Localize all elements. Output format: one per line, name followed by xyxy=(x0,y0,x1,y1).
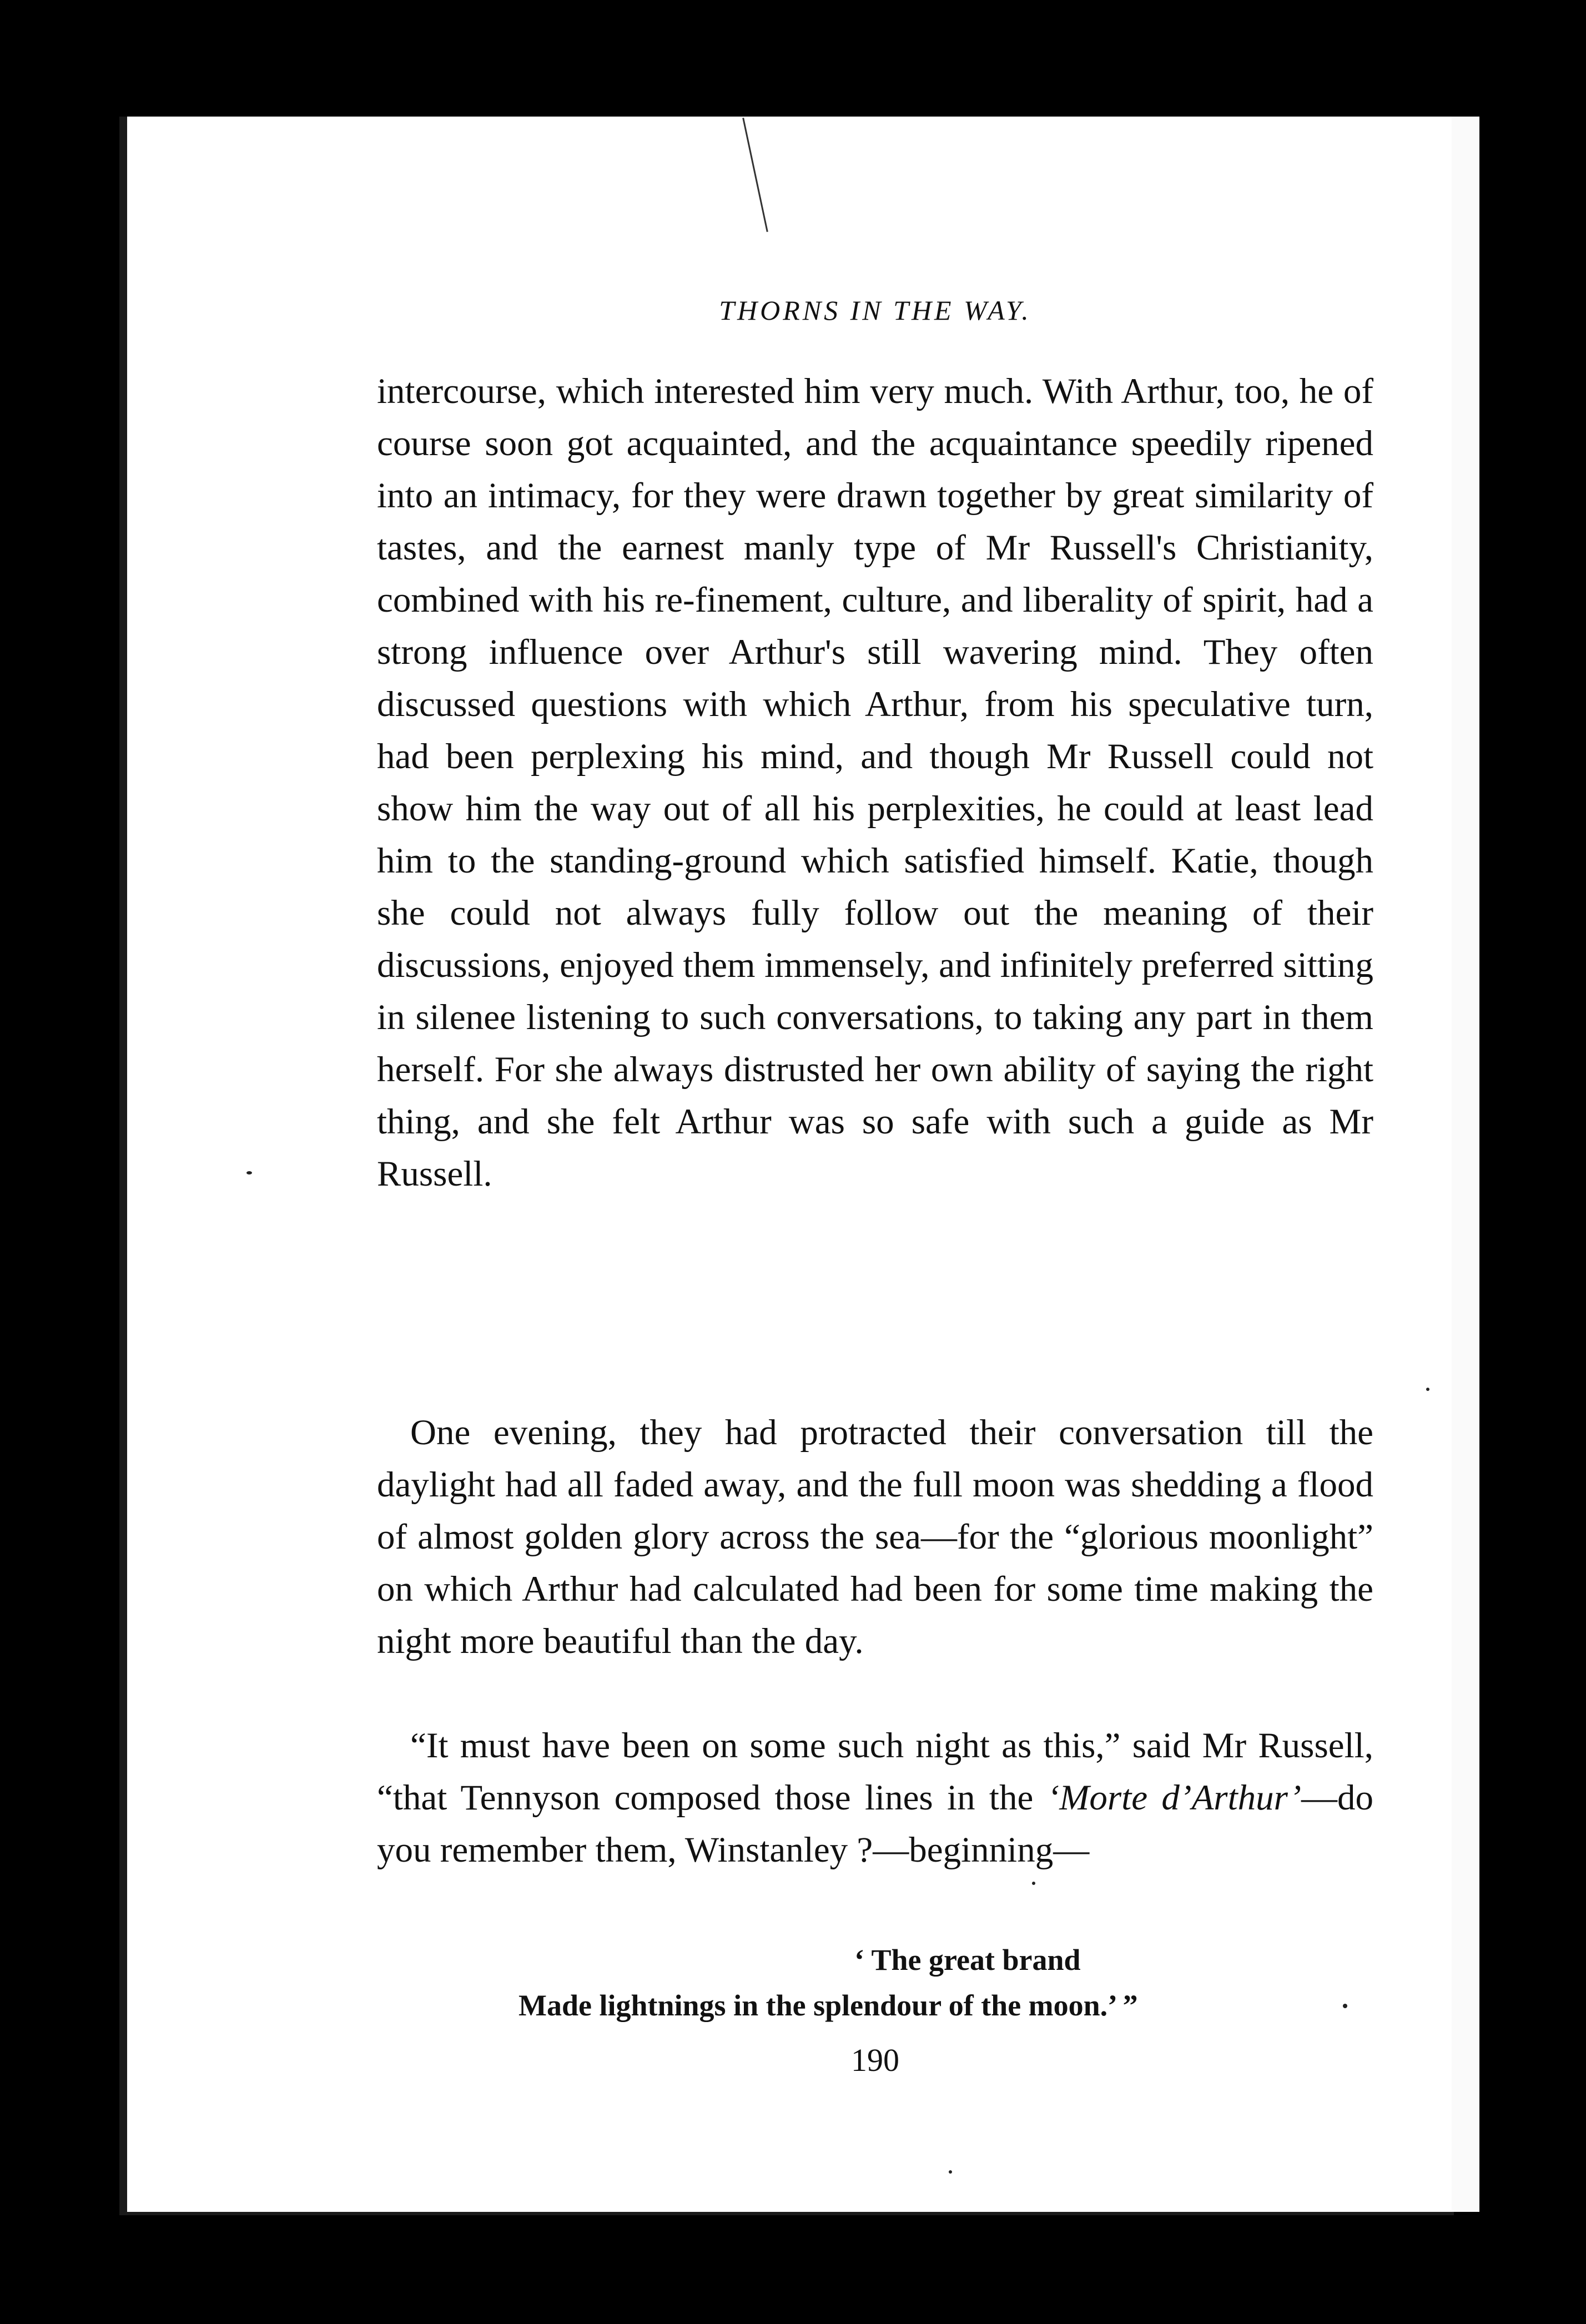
paragraph xyxy=(377,1720,1373,1876)
scan-speck xyxy=(1426,1388,1429,1391)
page-edge xyxy=(1452,117,1479,2212)
book-page xyxy=(119,117,1454,2215)
running-head: THORNS IN THE WAY. xyxy=(719,295,1031,326)
quotation-line: ‘ The great brand xyxy=(854,1943,1081,1977)
scan-speck xyxy=(949,2170,952,2174)
paragraph-text: —do you remember them, Winstanley ?—beginning— xyxy=(377,1778,1373,1870)
paragraph-text: “It must have been on some such night as this,” said Mr Russell, “that Tennyson composed those lines in the xyxy=(377,1726,1373,1818)
pencil-mark xyxy=(742,118,768,232)
scan-speck xyxy=(1343,2004,1347,2008)
scan-speck xyxy=(1032,1882,1035,1885)
poem-title: ‘Morte d’Arthur’ xyxy=(1047,1778,1301,1818)
page-number: 190 xyxy=(851,2042,899,2078)
paragraph: intercourse, which interested him very much. With Arthur, too, he of course soon got acquainted, and the acquaintance speedily ripened into an intimacy, for they were drawn together by great similarity of tastes, and the earnest manly type of Mr Russell's Christianity, combined with his re-finement, culture, and liberality of spirit, had a strong influence over Arthur's still wavering mind. They often discussed questions with which Arthur, from his speculative turn, had been perplexing his mind, and though Mr Russell could not show him the way out of all his perplexities, he could at least lead him to the standing-ground which satisfied himself. Katie, though she could not always fully follow out the meaning of their discussions, enjoyed them immensely, and infinitely preferred sitting in silenee listening to such conversations, to taking any part in them herself. For she always distrusted her own ability of saying the right thing, and she felt Arthur was so safe with such a guide as Mr Russell. xyxy=(377,371,1373,1194)
quotation-line: Made lightnings in the splendour of the moon.’ ” xyxy=(518,1989,1138,2022)
paragraph: One evening, they had protracted their conversation till the daylight had all faded away, and the full moon was shedding a flood of almost golden glory across the sea—for the “glorious moonlight” on which Arthur had calculated had been for some time making the night more beautiful than the day. xyxy=(377,1413,1373,1661)
scan-speck xyxy=(246,1171,252,1174)
